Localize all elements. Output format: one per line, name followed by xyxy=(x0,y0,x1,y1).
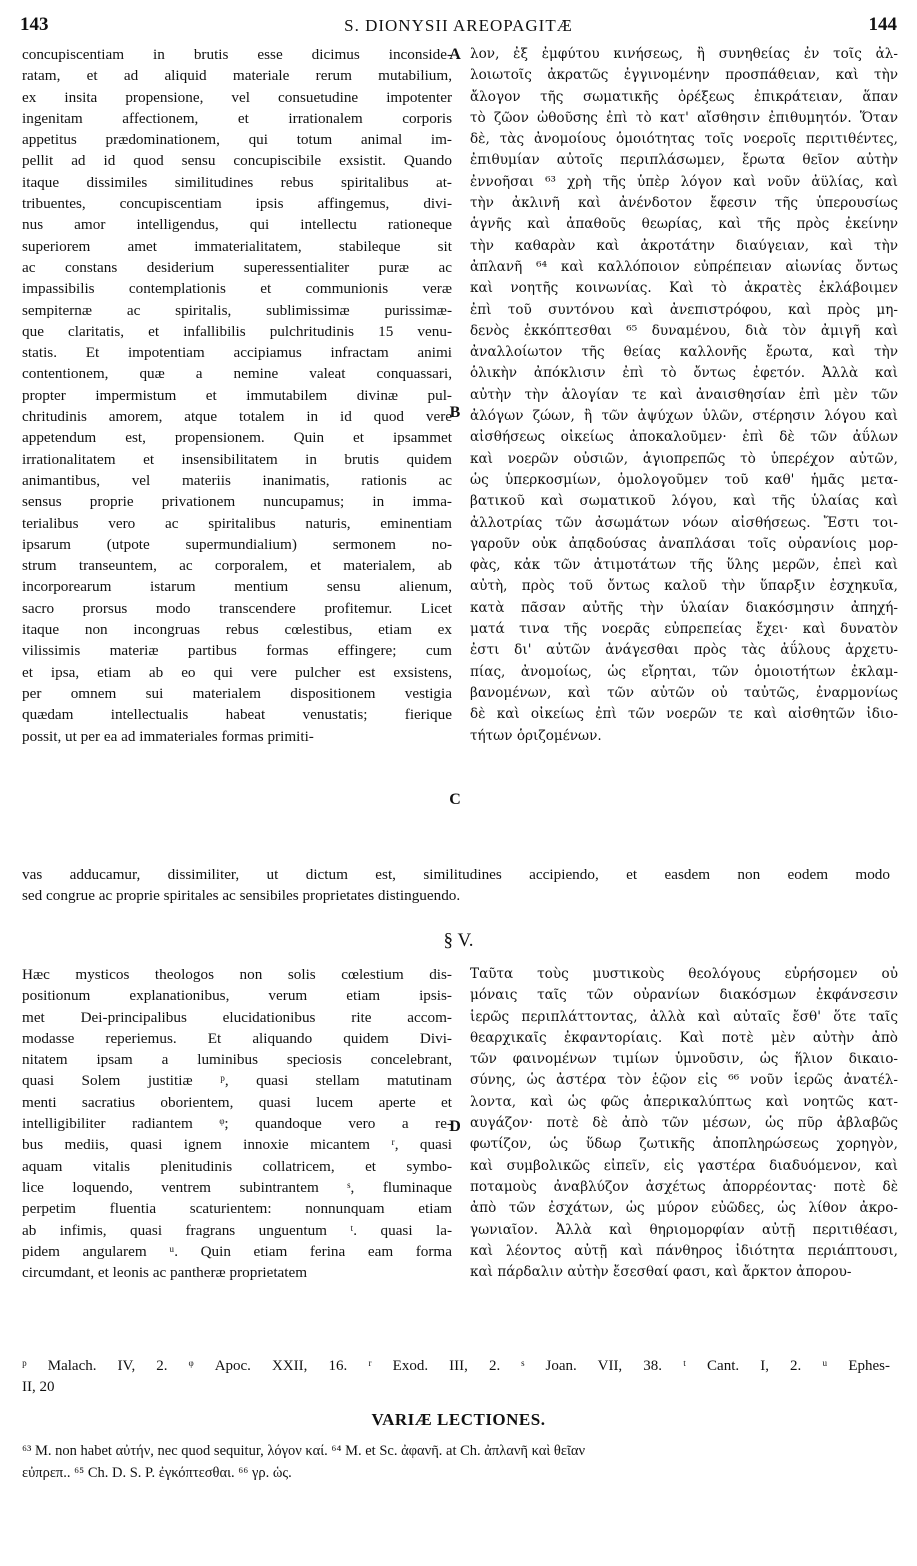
text-line: Hæc mysticos theologos non solis cœlestium dis- xyxy=(22,966,452,983)
text-line: καὶ συμβολικῶς εἰπεῖν, εἰς γαστέρα διαδυόμενον, καὶ xyxy=(470,1157,898,1174)
text-line: ἐστι δι' αὐτῶν ἀνάγεσθαι πρὸς τὰς ἀΰλους ἀρχετυ- xyxy=(470,642,898,659)
text-line: πίας, ἀνομοίως, ὡς εἴρηται, τῶν ὁμοιοτήτων ἐκλαμ- xyxy=(470,663,898,680)
text-line: menti sacratius oborientem, quasi lucem aperte et xyxy=(22,1093,452,1111)
running-title: S. DIONYSII AREOPAGITÆ xyxy=(344,16,573,35)
text-line: contentionem, quæ a nemine valeat conquassari, xyxy=(22,365,452,383)
text-line: ματά τινα τῆς νοερᾶς εὐπρεπείας ἔχει· καὶ δυνατὸν xyxy=(470,621,898,638)
text-line: tribuentes, concupiscentiam ipsis affingemus, divi- xyxy=(22,195,452,213)
full-width-continuation xyxy=(22,864,890,907)
text-line: ὁλικὴν ἀπόκλισιν ἐπὶ τὸ ὄντως ἐφετόν. Ἀλλὰ καὶ xyxy=(470,365,898,382)
text-line: δὲ καὶ οἰκείως ἐπὶ τῶν νοερῶν τε καὶ αἰσθητῶν ἰδιο- xyxy=(470,706,898,723)
text-line: καὶ λέοντος αὐτῇ καὶ πάνθηρος ἰδιότητα περιάπτουσι, xyxy=(470,1242,898,1259)
text-line: incorporearum istarum mentium sensu alienum, xyxy=(22,578,452,596)
text-line: irrationalitatem et insensibilitatem in brutis quidem xyxy=(22,450,452,468)
text-line: λοντα, καὶ ὡς φῶς ἀπερικαλύπτως καὶ νοητῶς κατ- xyxy=(470,1093,898,1110)
text-line: per omnem sui materialem dispositionem vestigia xyxy=(22,684,452,702)
text-line: positionum explanationibus, verum etiam ipsis- xyxy=(22,987,452,1005)
text-line: ᵖ Malach. IV, 2. ᵠ Apoc. XXII, 16. ʳ Exod. III, 2. ˢ Joan. VII, 38. ᵗ Cant. I, 2. ᵘ Ephes- xyxy=(22,1358,890,1374)
text-line: superiorem amet immaterialitatem, stabileque sit xyxy=(22,237,452,255)
text-line: concupiscentiam in brutis esse dicimus inconside- xyxy=(22,46,452,63)
greek-column-bottom xyxy=(470,964,898,1283)
margin-marker-b: B xyxy=(449,404,461,421)
text-line: μόναις ταῖς τῶν οὐρανίων διακόσμων ἐκφάνσεσιν xyxy=(470,987,898,1004)
margin-marker-c: C xyxy=(449,791,461,808)
variae-lectiones-notes xyxy=(22,1440,890,1484)
text-line: impassibilis contemplationis et communionis veræ xyxy=(22,280,452,298)
running-header xyxy=(20,14,897,40)
text-line: αἰσθήσεως οἰκείως ἀποκαλοῦμεν· ἐπὶ δὲ τῶν ἀΰλων xyxy=(470,429,898,446)
text-line: καὶ νοητῆς κοινωνίας. Καὶ τὸ ἀκρατὲς ἐκλάβοιμεν xyxy=(470,280,898,297)
text-line: δὲ, τὰς ἀνομοίους ὁμοιότητας τοῖς νοεροῖς περιτιθέντες, xyxy=(470,131,898,148)
text-line: pidem angularem ᵘ. Quin etiam ferina eam forma xyxy=(22,1242,452,1260)
text-line: βατικοῦ καὶ σωματικοῦ λόγου, καὶ τῆς ὑλαίας καὶ xyxy=(470,493,898,510)
text-line: τὴν ἀκλινῆ καὶ ἀνένδοτον ἔφεσιν τῆς ὑπερουσίως xyxy=(470,195,898,212)
text-line: circumdant, et leonis ac pantheræ proprietatem xyxy=(22,1264,308,1282)
margin-marker-a: A xyxy=(449,46,461,63)
text-line: ἐπὶ τοῦ συντόνου καὶ ἀνεπιστρόφου, καὶ πρὸς μη- xyxy=(470,301,898,318)
text-line: aquam vitalis plenitudinis collatricem, et symbo- xyxy=(22,1157,452,1175)
latin-column-top xyxy=(22,44,452,747)
text-line: itaque non incongruas rebus cœlestibus, etiam ex xyxy=(22,621,452,639)
text-line: ἄλογον τῆς σωματικῆς ὀρέξεως ἐπικράτειαν, ἅπαν xyxy=(470,88,898,105)
text-line: strum transeuntem, ac corporalem, et materialem, ab xyxy=(22,557,452,575)
text-line: sempiternæ ac spiritalis, sublimissimæ purissimæ- xyxy=(22,301,452,319)
text-line: ἀπλανῆ ⁶⁴ καὶ καλλόποιον εὐπρέπειαν αἰωνίας ὄντως xyxy=(470,258,898,275)
text-line: φὰς, κἀκ τῶν ἀτιμοτάτων τῆς ὕλης μερῶν, ἐπεὶ καὶ xyxy=(470,557,898,574)
text-line: statis. Et impotentiam accipiamus infractam animi xyxy=(22,344,452,362)
text-line: ingenitam affectionem, et irrationalem corporis xyxy=(22,109,452,127)
text-line: modasse reperiemus. Et aliquando quidem Divi- xyxy=(22,1029,452,1047)
text-line: βανομένων, καὶ τῶν αὐτῶν οὐ ταὐτῶς, ἐναρμονίως xyxy=(470,684,898,701)
text-line: ab infimis, quasi fragrans unguentum ᵗ. quasi la- xyxy=(22,1221,452,1239)
text-line: ἐννοῆσαι ⁶³ χρὴ τῆς ὑπὲρ λόγον καὶ νοῦν ἀϋλίας, καὶ xyxy=(470,173,898,190)
text-line: ex insita propensione, vel consuetudine impotenter xyxy=(22,88,452,106)
latin-column-bottom xyxy=(22,964,452,1283)
text-line: possit, ut per ea ad immateriales formas primiti- xyxy=(22,727,314,745)
text-line: chritudinis amorem, atque totalem in id quod vere xyxy=(22,408,452,426)
text-line: σύνης, ὡς ἀστέρα τὸν ἑῷον εἰς ⁶⁶ νοῦν ἱερῶς ἀνατέλ- xyxy=(470,1072,898,1089)
text-line: vas adducamur, dissimiliter, ut dictum est, similitudines accipiendo, et easdem non eodem modo xyxy=(22,866,890,883)
text-line: nus amor intelligendus, qui intellectu rationeque xyxy=(22,216,452,234)
text-line: nitatem ipsam a luminibus speciosis concelebrant, xyxy=(22,1051,452,1069)
text-line: γωνιαῖον. Ἀλλὰ καὶ θηριομορφίαν αὐτῇ περιτιθέασι, xyxy=(470,1221,898,1238)
text-line: II, 20 xyxy=(22,1379,55,1395)
text-line: sed congrue ac proprie spiritales ac sensibiles proprietates distinguendo. xyxy=(22,887,461,905)
scripture-footnotes xyxy=(22,1356,890,1398)
section-heading: § V. xyxy=(443,930,474,951)
text-line: sensus proprie privationem nuncupamus; in imma- xyxy=(22,493,452,511)
text-line: λοιωτοῖς ἀκρατῶς ἐγγινομένην προσπάθειαν, καὶ τὴν xyxy=(470,67,898,84)
text-line: φωτίζον, ὡς ὕδωρ ζωτικῆς ἀποπληρώσεως χορηγὸν, xyxy=(470,1136,898,1153)
text-line: lice loquendo, ventrem subintrantem ˢ, fluminaque xyxy=(22,1178,452,1196)
text-line: γαροῦν οὐκ ἀπᾳδούσας ἀναπλάσαι τοῖς οὐρανίοις μορ- xyxy=(470,535,898,552)
text-line: propter impermistum et immutabilem divinæ pul- xyxy=(22,386,452,404)
text-line: ⁶³ M. non habet αὐτήν, nec quod sequitur, λόγον καί. ⁶⁴ M. et Sc. ἀφανῆ. at Ch. ἀπλανῆ καὶ θεῖαν xyxy=(22,1443,585,1459)
text-line: καὶ νοερῶν οὐσιῶν, ἁγιοπρεπῶς τὸ ὑπερέχον αὐτῶν, xyxy=(470,450,898,467)
text-line: θεαρχικαῖς ἐκφαντορίαις. Καὶ ποτὲ μὲν αὐτὴν ἀπὸ xyxy=(470,1029,898,1046)
text-line: ratam, et ad aliquid materiale rerum mutabilium, xyxy=(22,67,452,85)
text-line: quædam intellectualis habeat venustatis; fierique xyxy=(22,706,452,724)
text-line: intelligibiliter radiantem ᵠ; quandoque vero a re- xyxy=(22,1115,452,1133)
text-line: met Dei-principalibus elucidationibus rite accom- xyxy=(22,1008,452,1026)
text-line: τὴν καθαρὰν καὶ ἀκροτάτην διαύγειαν, καὶ τὴν xyxy=(470,237,898,254)
text-line: perpetim fluentia scaturientem: nonnunquam etiam xyxy=(22,1200,452,1218)
text-line: quasi Solem justitiæ ᵖ, quasi stellam matutinam xyxy=(22,1072,452,1090)
variae-lectiones-title: VARIÆ LECTIONES. xyxy=(371,1410,546,1429)
text-line: ὡς ὑπερκοσμίων, ὁμολογοῦμεν τοῦ καθ' ἡμᾶς μετα- xyxy=(470,471,898,488)
text-line: τήτων ὁριζομένων. xyxy=(470,727,602,744)
text-line: ἐπιθυμίαν αὐτοῖς περιπλάσωμεν, ἔρωτα θεῖον αὐτὴν xyxy=(470,152,898,169)
text-line: ac constans desiderium superessentialiter puræ ac xyxy=(22,258,452,276)
text-line: bus mediis, quasi ignem innoxie micantem ʳ, quasi xyxy=(22,1136,452,1154)
text-line: λον, ἐξ ἐμφύτου κινήσεως, ἢ συνηθείας ἐν τοῖς ἀλ- xyxy=(470,46,898,62)
text-line: κατὰ πᾶσαν αὐτῆς τὴν ὑλαίαν διακόσμησιν ἀπηχή- xyxy=(470,599,898,616)
text-line: et ipsa, etiam ab eo qui vere pulcher est exsistens, xyxy=(22,663,452,681)
text-line: Ταῦτα τοὺς μυστικοὺς θεολόγους εὑρήσομεν οὐ xyxy=(470,966,898,982)
text-line: ἁγνῆς καὶ ἀπαθοῦς θεωρίας, καὶ τῆς πρὸς ἐκείνην xyxy=(470,216,898,233)
text-line: appetitus prædominationem, qui totum animal im- xyxy=(22,131,452,149)
text-line: terialibus vero ac spiritalibus naturis, eminentiam xyxy=(22,514,452,532)
text-line: τὸ ζῶον ὠθοῦσης ἐπὶ τὸ κατ' αἴσθησιν ἐπιθυμητόν. Ὅταν xyxy=(470,109,898,126)
text-line: ἀπὸ τῶν ἐσχάτων, ὡς μύρον εὐῶδες, ὡς λίθον ἀκρο- xyxy=(470,1200,898,1217)
text-line: ἱερῶς περιπλάττοντας, ἀλλὰ καὶ αὐταῖς ἔσθ' ὅτε ταῖς xyxy=(470,1008,898,1025)
text-line: que claritatis, et infallibilis pulchritudinis 15 venu- xyxy=(22,322,452,340)
text-line: καὶ πάρδαλιν αὐτὴν ἔσεσθαί φασι, καὶ ἄρκτον ἀπορου- xyxy=(470,1264,852,1281)
text-line: appetendum est, propensionem. Quin et ipsammet xyxy=(22,429,452,447)
text-line: pellit ad id quod sensu concupiscibile exsistit. Quando xyxy=(22,152,452,170)
text-line: ποταμοὺς ἀναβλύζον ἀσχέτως ἀπορρέοντας· ποτὲ δὲ xyxy=(470,1178,898,1195)
page-number-right: 144 xyxy=(868,14,897,35)
text-line: ipsarum (utpote supermundialium) sermonem no- xyxy=(22,535,452,553)
text-line: εὐπρεπ.. ⁶⁵ Ch. D. S. P. ἐγκόπτεσθαι. ⁶⁶ γρ. ὡς. xyxy=(22,1465,292,1481)
greek-column-top xyxy=(470,44,898,747)
text-line: ἀλλοτρίας τῶν ἀσωμάτων νόων αἰσθήσεως. Ἔστι τοι- xyxy=(470,514,898,531)
text-line: vilissimis materiæ partibus formas effingere; cum xyxy=(22,642,452,660)
text-line: animantibus, vel materiis inanimatis, rationis ac xyxy=(22,471,452,489)
text-line: δενὸς ἐκκόπτεσθαι ⁶⁵ δυναμένου, διὰ τὸν ἀμιγῆ καὶ xyxy=(470,322,898,339)
text-line: ἀναλλοίωτον τῆς θείας καλλονῆς ἔρωτα, καὶ τὴν xyxy=(470,344,898,361)
page-number-left: 143 xyxy=(20,14,49,35)
text-line: ἀλόγων ζώων, ἢ τῶν ἀψύχων ὑλῶν, στέρησιν λόγου καὶ xyxy=(470,408,898,425)
margin-marker-d: D xyxy=(449,1118,461,1135)
text-line: sacro prorsus modo transcendere profitemur. Licet xyxy=(22,599,452,617)
text-line: αὐτὴ, πρὸς τοῦ ὄντως καλοῦ τὴν ὕπαρξιν ἐσχηκυῖα, xyxy=(470,578,898,595)
text-line: itaque dissimiles similitudines rebus spiritalibus at- xyxy=(22,173,452,191)
text-line: αὐτὴν τὴν ἀλογίαν τε καὶ ἀναισθησίαν ἐπὶ μὲν τῶν xyxy=(470,386,898,403)
text-line: τῶν φαινομένων τιμίων ὑμνοῦσιν, ὡς ἥλιον δικαιο- xyxy=(470,1051,898,1068)
text-line: αυγάζον· ποτὲ δὲ ἀπὸ τῶν μέσων, ὡς πῦρ ἀβλαβῶς xyxy=(470,1115,898,1132)
